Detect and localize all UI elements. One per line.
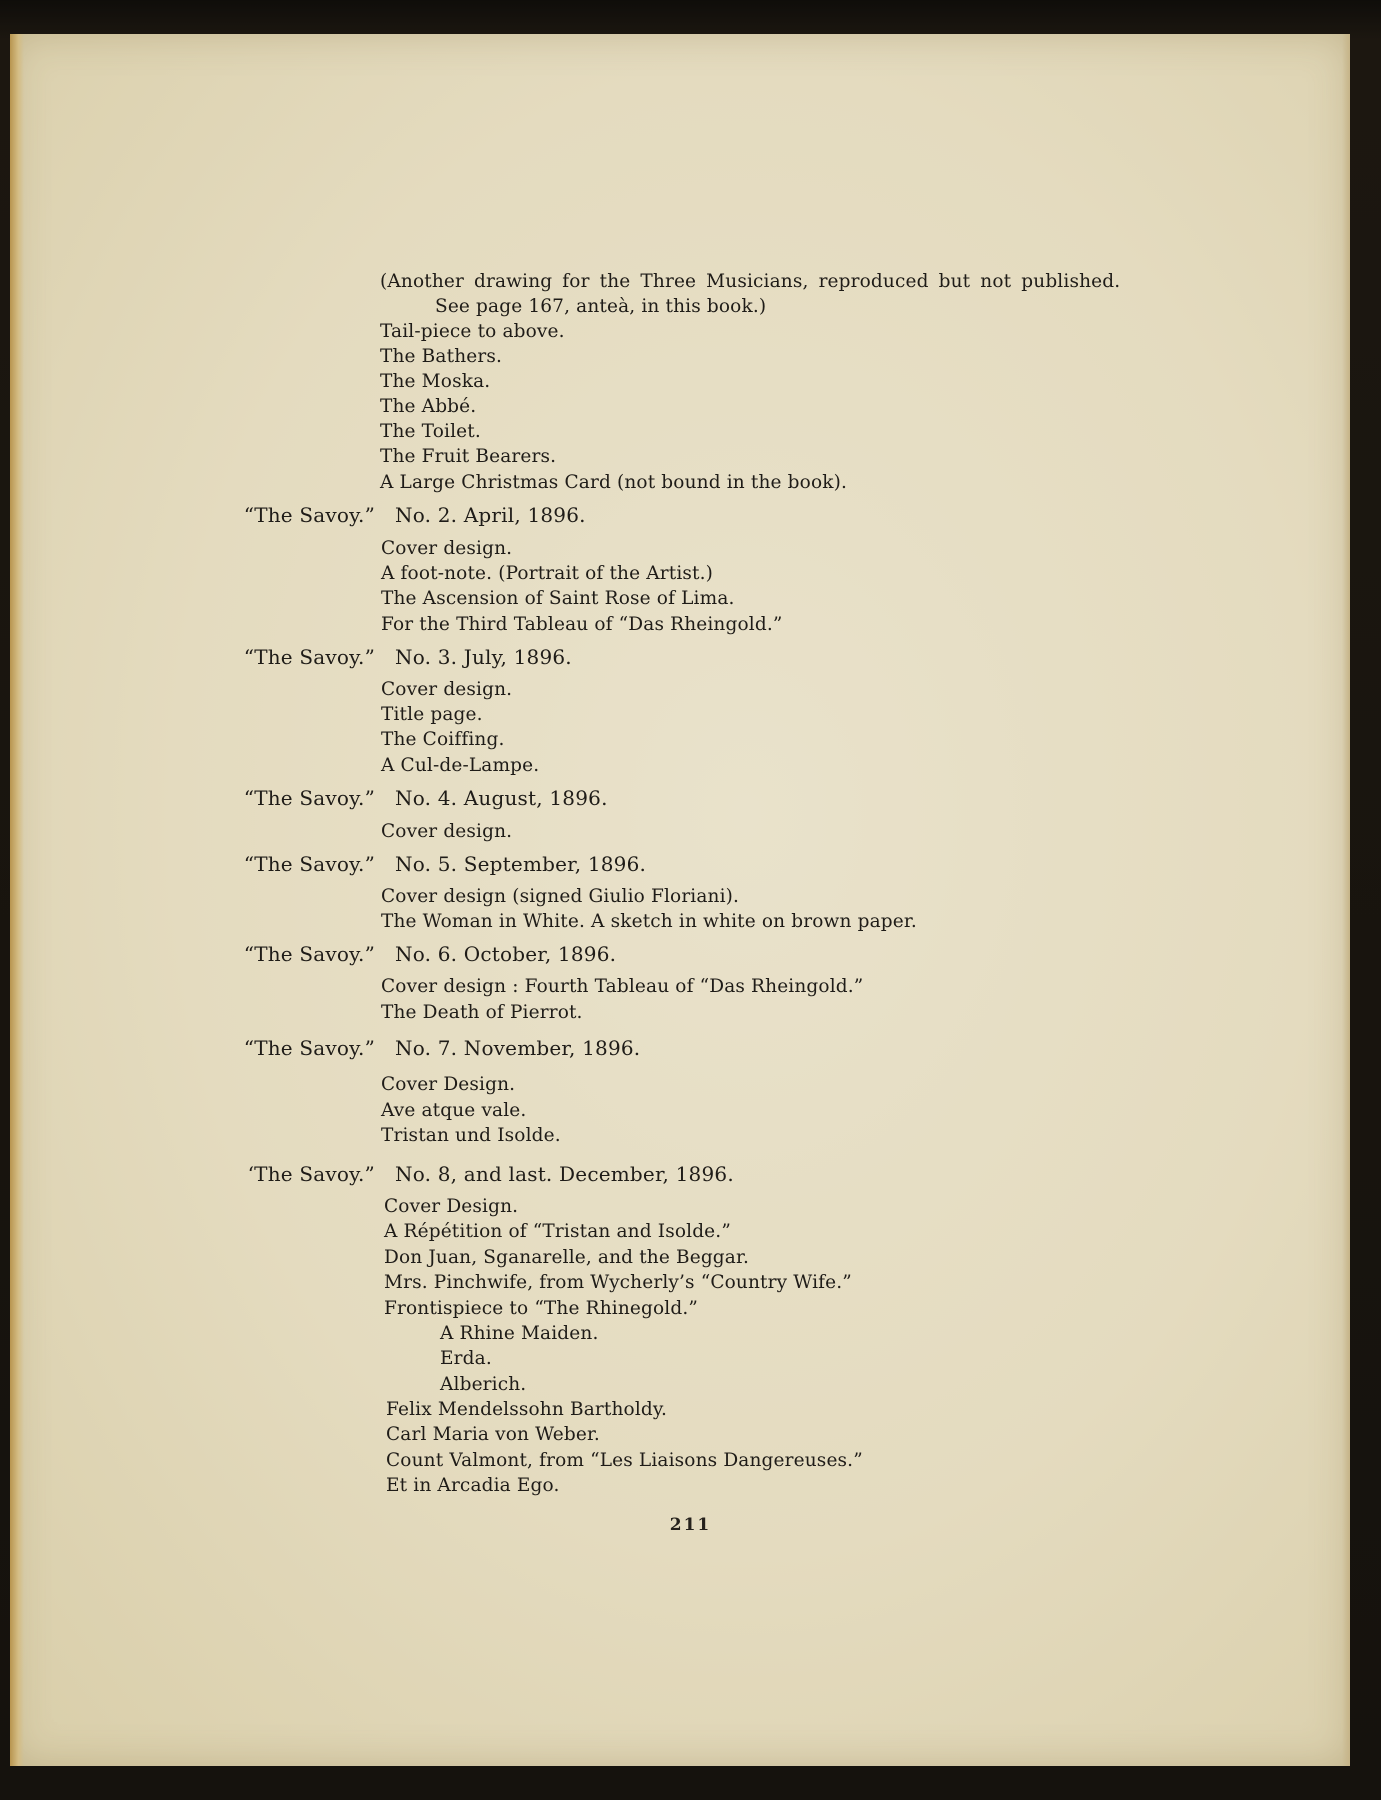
list-item: The Ascension of Saint Rose of Lima. — [381, 588, 735, 609]
intro-line: The Bathers. — [380, 346, 503, 367]
issue-title: No. 6. October, 1896. — [395, 942, 617, 966]
issue-label: “The Savoy.” — [243, 503, 375, 527]
intro-line: A Large Christmas Card (not bound in the book). — [380, 472, 848, 493]
issue-heading — [0, 852, 1381, 876]
list-item: Cover design : Fourth Tableau of “Das Rheingold.” — [381, 976, 864, 997]
issue-label: “The Savoy.” — [243, 786, 375, 810]
issue-label: “The Savoy.” — [243, 942, 375, 966]
intro-line: The Toilet. — [380, 421, 481, 442]
list-item: Ave atque vale. — [381, 1100, 527, 1121]
list-item: Cover design (signed Giulio Floriani). — [381, 886, 740, 907]
issue-heading — [0, 503, 1381, 527]
list-item: Alberich. — [440, 1374, 527, 1395]
list-item: Don Juan, Sganarelle, and the Beggar. — [384, 1247, 749, 1268]
list-item: Carl Maria von Weber. — [386, 1424, 600, 1445]
issue-title: No. 4. August, 1896. — [395, 786, 608, 810]
list-item: A Répétition of “Tristan and Isolde.” — [384, 1221, 731, 1242]
issue-heading — [0, 1162, 1381, 1186]
page-gutter — [10, 34, 24, 1766]
list-item: For the Third Tableau of “Das Rheingold.” — [381, 614, 783, 635]
issue-label: ‘The Savoy.” — [247, 1162, 375, 1186]
issue-title: No. 7. November, 1896. — [395, 1036, 641, 1060]
list-item: Et in Arcadia Ego. — [386, 1475, 560, 1496]
list-item: The Death of Pierrot. — [381, 1002, 583, 1023]
list-item: The Coiffing. — [381, 729, 505, 750]
intro-line: The Moska. — [380, 371, 491, 392]
list-item: Tristan und Isolde. — [381, 1125, 561, 1146]
issue-title: No. 5. September, 1896. — [395, 852, 647, 876]
intro-line: The Abbé. — [380, 396, 477, 417]
list-item: Cover design. — [381, 821, 513, 842]
issue-label: “The Savoy.” — [243, 1036, 375, 1060]
issue-heading — [0, 942, 1381, 966]
page-number: 211 — [669, 1515, 712, 1535]
list-item: A Cul-de-Lampe. — [381, 755, 540, 776]
list-item: Erda. — [440, 1348, 492, 1369]
list-item: Felix Mendelssohn Bartholdy. — [386, 1399, 668, 1420]
intro-line: See page 167, anteà, in this book.) — [435, 296, 767, 317]
page-edge — [1342, 34, 1350, 1766]
issue-title: No. 8, and last. December, 1896. — [395, 1162, 734, 1186]
issue-heading — [0, 645, 1381, 669]
list-item: Cover design. — [381, 679, 513, 700]
list-item: Title page. — [381, 704, 483, 725]
list-item: A foot-note. (Portrait of the Artist.) — [381, 563, 714, 584]
issue-title: No. 2. April, 1896. — [395, 503, 586, 527]
list-item: Cover Design. — [381, 1074, 516, 1095]
issue-label: “The Savoy.” — [243, 852, 375, 876]
issue-title: No. 3. July, 1896. — [395, 645, 572, 669]
list-item: Cover design. — [381, 538, 513, 559]
issue-label: “The Savoy.” — [243, 645, 375, 669]
intro-line: The Fruit Bearers. — [380, 446, 557, 467]
intro-line: (Another drawing for the Three Musicians, reproduced but not published. — [380, 271, 1121, 292]
list-item: Cover Design. — [384, 1196, 519, 1217]
intro-line: Tail-piece to above. — [380, 321, 565, 342]
list-item: A Rhine Maiden. — [440, 1323, 599, 1344]
list-item: Count Valmont, from “Les Liaisons Dangereuses.” — [386, 1450, 863, 1471]
list-item: Frontispiece to “The Rhinegold.” — [384, 1298, 698, 1319]
issue-heading — [0, 1036, 1381, 1060]
list-item: The Woman in White. A sketch in white on brown paper. — [381, 911, 917, 932]
list-item: Mrs. Pinchwife, from Wycherly’s “Country Wife.” — [384, 1272, 852, 1293]
issue-heading — [0, 786, 1381, 810]
